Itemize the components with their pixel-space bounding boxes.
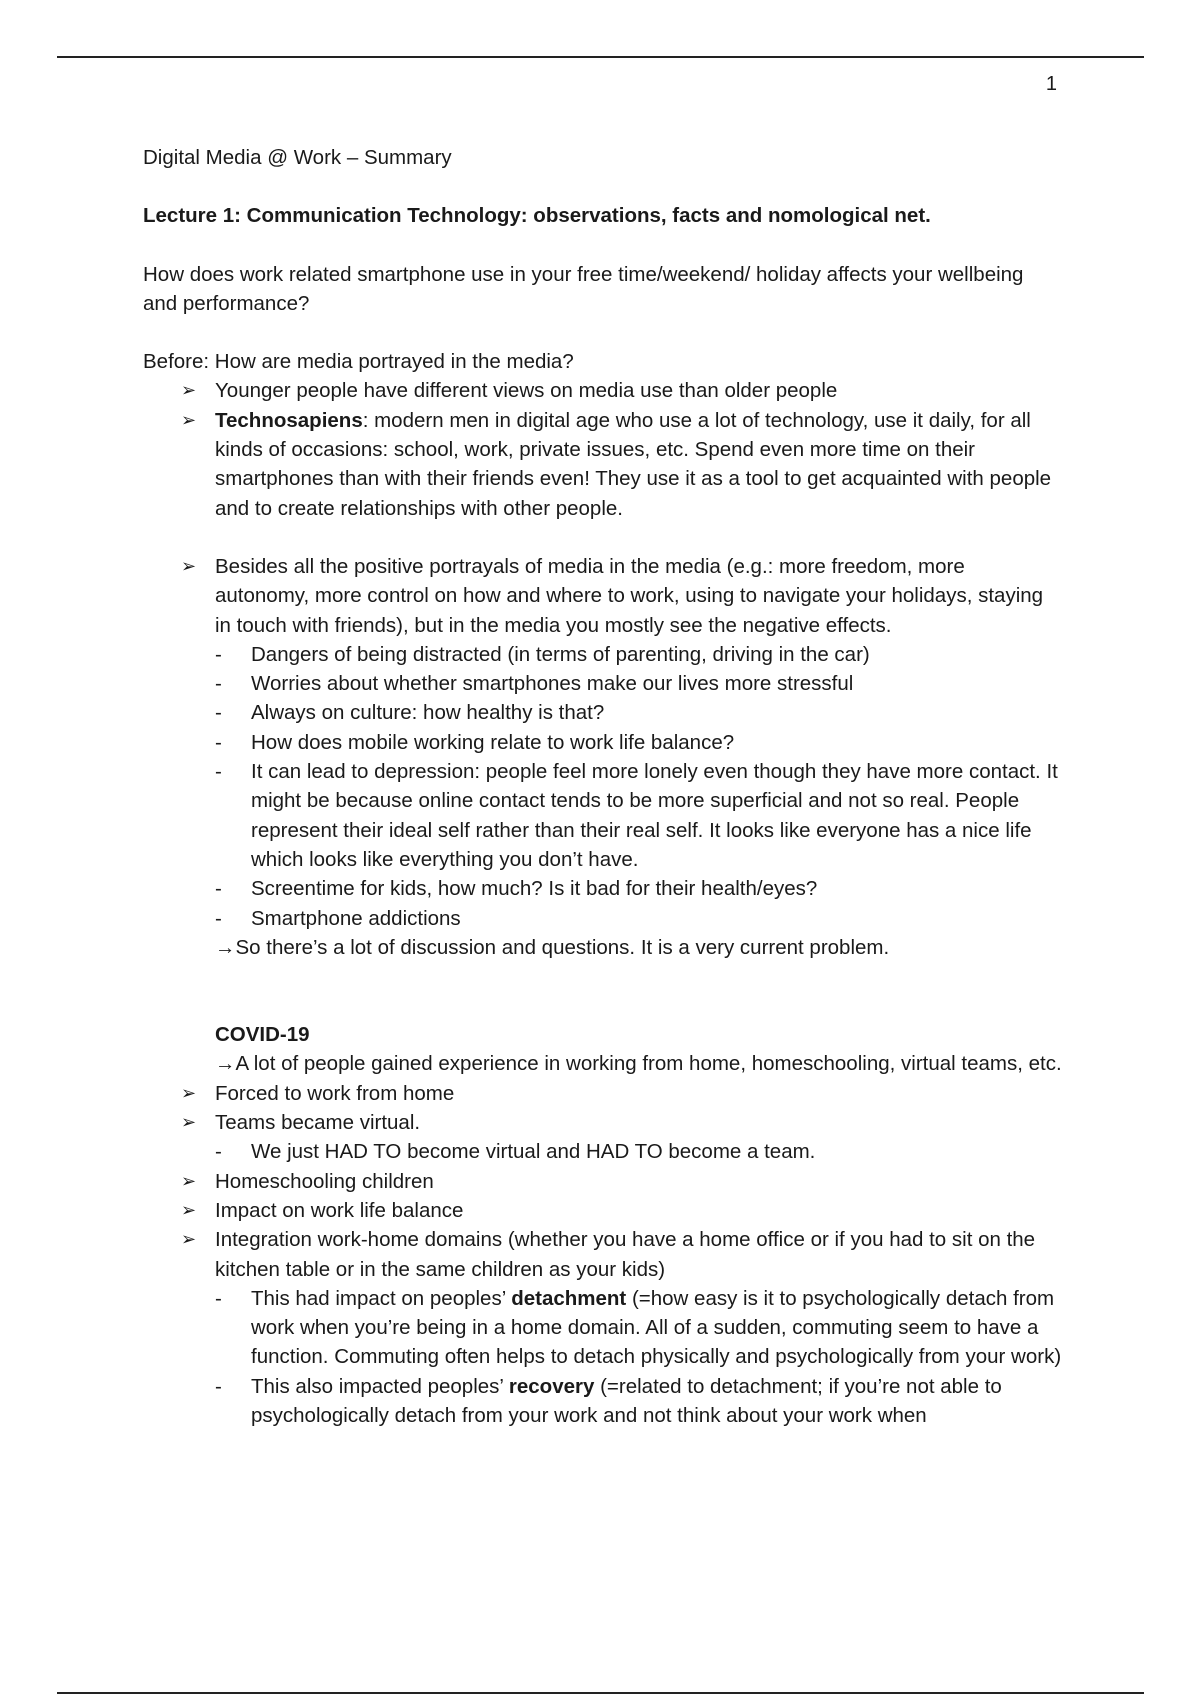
intro-question: How does work related smartphone use in your free time/weekend/ holiday affects your wellbeing and performance? [143,262,1024,315]
list-item: ➢ Forced to work from home [143,1079,1063,1108]
conclusion-text: →So there’s a lot of discussion and questions. It is a very current problem. [215,935,890,959]
sub-list-item: - This had impact on peoples’ detachment (=how easy is it to psychologically detach from work when you’re being in a home domain. All of a sudden, commuting seem to have a function. Commuting often helps to detach physically and psychologically from your work) [215,1286,1062,1369]
list-item: ➢ Homeschooling children [143,1167,1063,1196]
sub-list-item: - We just HAD TO become virtual and HAD TO become a team. [215,1140,816,1164]
sub-list-item: - Screentime for kids, how much? Is it bad for their health/eyes? [215,877,818,901]
sub-list-item: - This also impacted peoples’ recovery (=related to detachment; if you’re not able to psychologically detach from your work and not think about your work when [215,1374,1002,1427]
sub-list-item: - Dangers of being distracted (in terms of parenting, driving in the car) [215,642,870,666]
arrow-bullet-icon: ➢ [181,1199,197,1220]
page-number: 1 [1045,73,1057,95]
arrow-bullet-icon: ➢ [181,1082,197,1103]
arrow-bullet-icon: ➢ [181,555,197,576]
list-item: ➢ Younger people have different views on media use than older people [143,376,1063,405]
lecture-heading: Lecture 1: Communication Technology: observations, facts and nomological net. [143,204,931,228]
list-item: ➢ Besides all the positive portrayals of media in the media (e.g.: more freedom, more autonomy, more control on how and where to work, using to navigate your holidays, staying in touch with friends), but in the media you mostly see the negative effects. [143,552,1063,640]
arrow-bullet-icon: ➢ [181,1112,197,1133]
sub-list-item: - It can lead to depression: people feel more lonely even though they have more contact. It might be because online contact tends to be more superficial and not so real. People represent their ideal self rather than their real self. It looks like everyone has a nice life which looks like everything you don’t have. [215,760,1058,871]
covid-intro: →A lot of people gained experience in working from home, homeschooling, virtual teams, etc. [215,1052,1062,1076]
document-title: Digital Media @ Work – Summary [143,146,452,169]
document-body [143,143,1063,1430]
arrow-bullet-icon: ➢ [181,1229,197,1250]
sub-list-item: - Worries about whether smartphones make our lives more stressful [215,672,854,696]
sub-list-item: - Always on culture: how healthy is that? [215,701,605,725]
covid-heading: COVID-19 [215,1023,310,1047]
sub-list-item: - Smartphone addictions [215,906,461,930]
list-item: ➢ Integration work-home domains (whether you have a home office or if you had to sit on the kitchen table or in the same children as your kids) [143,1225,1063,1284]
before-intro: Before: How are media portrayed in the media? [143,350,574,374]
arrow-bullet-icon: ➢ [181,380,197,401]
arrow-bullet-icon: ➢ [181,409,197,430]
list-item: ➢ Impact on work life balance [143,1196,1063,1225]
header-rule [57,56,1144,58]
sub-list-item: - How does mobile working relate to work life balance? [215,730,735,754]
arrow-bullet-icon: ➢ [181,1170,197,1191]
list-item: ➢ Teams became virtual. [143,1108,1063,1137]
list-item: ➢ Technosapiens: modern men in digital age who use a lot of technology, use it daily, for all kinds of occasions: school, work, private issues, etc. Spend even more time on their smartphones than with their friends even! They use it as a tool to get acquainted with people and to create relationships with other people. [143,406,1063,523]
footer-rule [57,1692,1144,1694]
